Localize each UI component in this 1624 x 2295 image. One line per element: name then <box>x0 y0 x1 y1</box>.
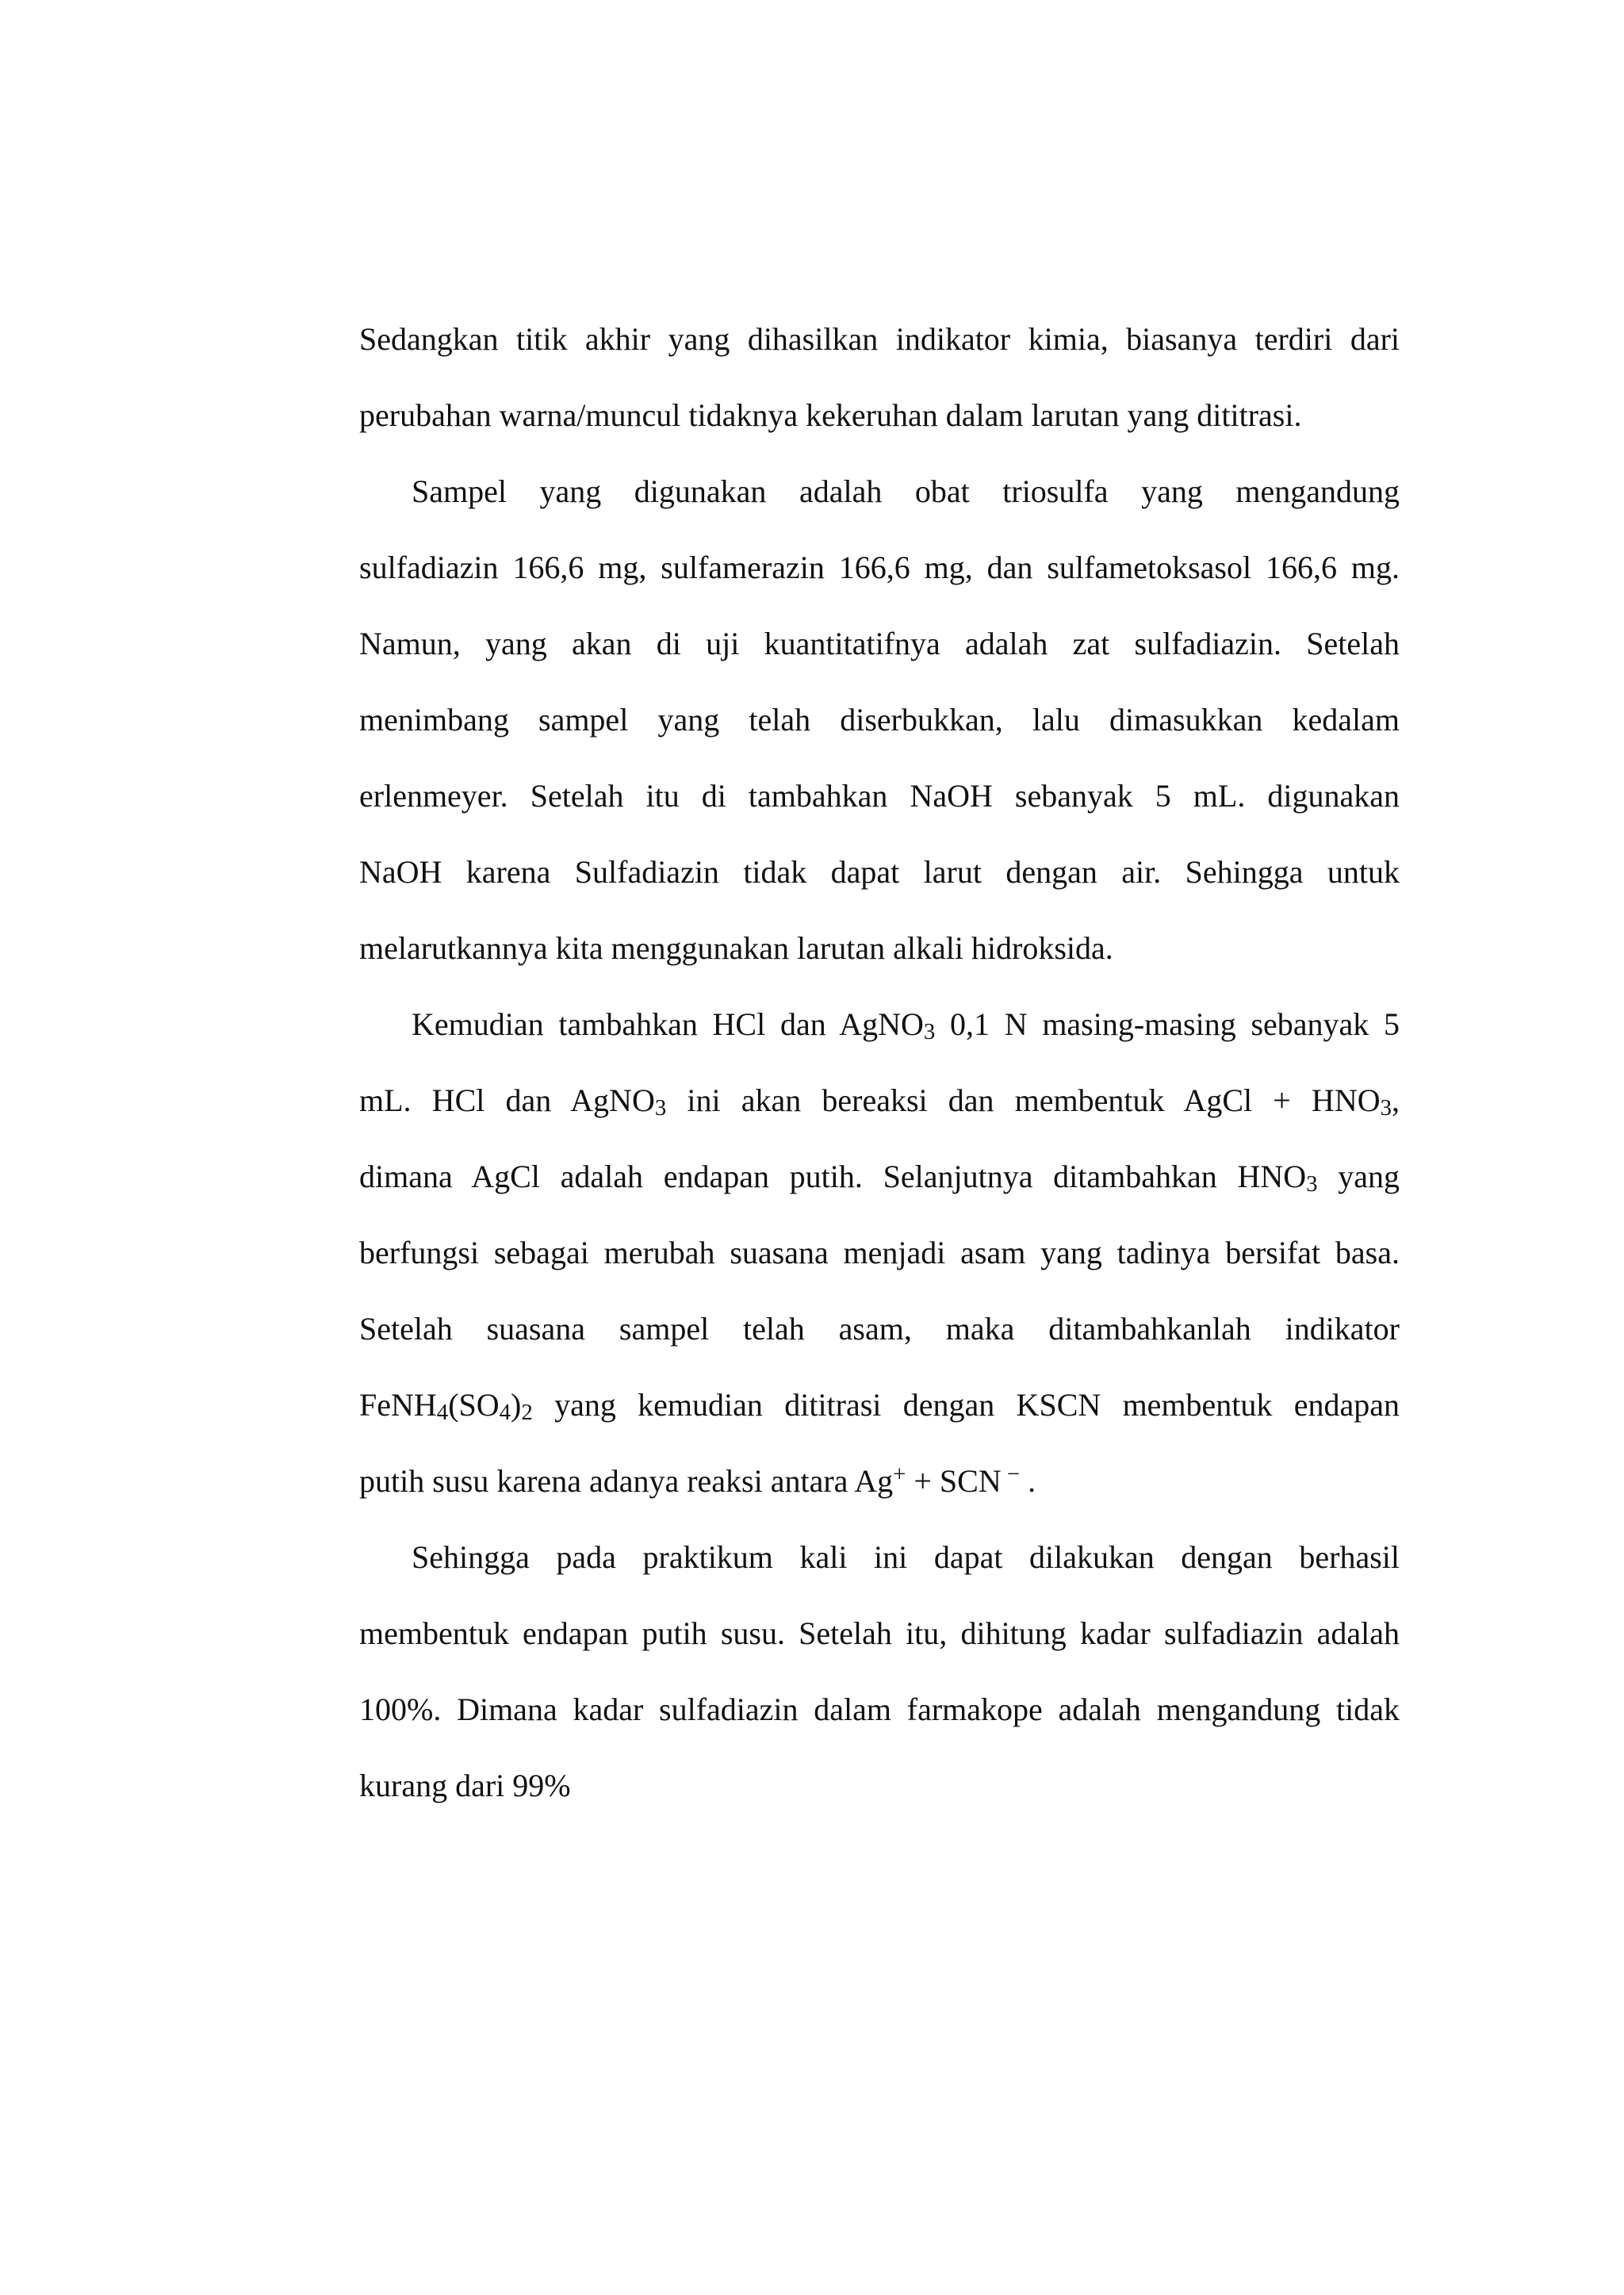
text-line: membentuk endapan putih susu. Setelah itu, dihitung kadar sulfadiazin adalah <box>359 1615 1400 1651</box>
text-line: sulfadiazin 166,6 mg, sulfamerazin 166,6 mg, dan sulfametoksasol 166,6 mg. <box>359 550 1400 585</box>
text-line: Sampel yang digunakan adalah obat triosulfa yang mengandung <box>412 473 1400 509</box>
text-line: putih susu karena adanya reaksi antara Ag+ + SCN − . <box>359 1462 1036 1499</box>
text-line: Sedangkan titik akhir yang dihasilkan indikator kimia, biasanya terdiri dari <box>359 321 1400 357</box>
text-line: 100%. Dimana kadar sulfadiazin dalam farmakope adalah mengandung tidak <box>359 1692 1400 1727</box>
paragraph <box>359 1519 1400 1824</box>
text-line: mL. HCl dan AgNO3 ini akan bereaksi dan membentuk AgCl + HNO3, <box>359 1082 1400 1121</box>
text-line: melarutkannya kita menggunakan larutan alkali hidroksida. <box>359 930 1113 966</box>
subscript: 4 <box>436 1400 449 1426</box>
text-line: erlenmeyer. Setelah itu di tambahkan NaOH sebanyak 5 mL. digunakan <box>359 778 1400 814</box>
text-line: Sehingga pada praktikum kali ini dapat dilakukan dengan berhasil <box>412 1539 1400 1575</box>
paragraph <box>359 301 1400 454</box>
subscript: 3 <box>654 1095 667 1121</box>
text-line: Setelah suasana sampel telah asam, maka ditambahkanlah indikator <box>359 1311 1400 1347</box>
subscript: 4 <box>499 1400 511 1426</box>
text-line: dimana AgCl adalah endapan putih. Selanjutnya ditambahkan HNO3 yang <box>359 1159 1400 1197</box>
subscript: 2 <box>521 1400 533 1426</box>
text-line: Kemudian tambahkan HCl dan AgNO3 0,1 N masing-masing sebanyak 5 <box>412 1006 1400 1045</box>
text-line: perubahan warna/muncul tidaknya kekeruhan dalam larutan yang dititrasi. <box>359 397 1302 433</box>
paragraph <box>359 987 1400 1519</box>
superscript: − <box>1001 1462 1021 1488</box>
superscript: + <box>893 1462 906 1488</box>
text-line: Namun, yang akan di uji kuantitatifnya adalah zat sulfadiazin. Setelah <box>359 626 1400 661</box>
text-line: berfungsi sebagai merubah suasana menjadi asam yang tadinya bersifat basa. <box>359 1235 1400 1270</box>
document-page <box>359 301 1400 1824</box>
subscript: 3 <box>1306 1171 1318 1197</box>
subscript: 3 <box>923 1019 936 1045</box>
text-line: menimbang sampel yang telah diserbukkan, lalu dimasukkan kedalam <box>359 702 1400 738</box>
subscript: 3 <box>1380 1095 1392 1121</box>
text-line: NaOH karena Sulfadiazin tidak dapat larut dengan air. Sehingga untuk <box>359 854 1400 890</box>
text-line: kurang dari 99% <box>359 1768 571 1803</box>
text-line: FeNH4(SO4)2 yang kemudian dititrasi dengan KSCN membentuk endapan <box>359 1387 1400 1426</box>
paragraph <box>359 454 1400 987</box>
